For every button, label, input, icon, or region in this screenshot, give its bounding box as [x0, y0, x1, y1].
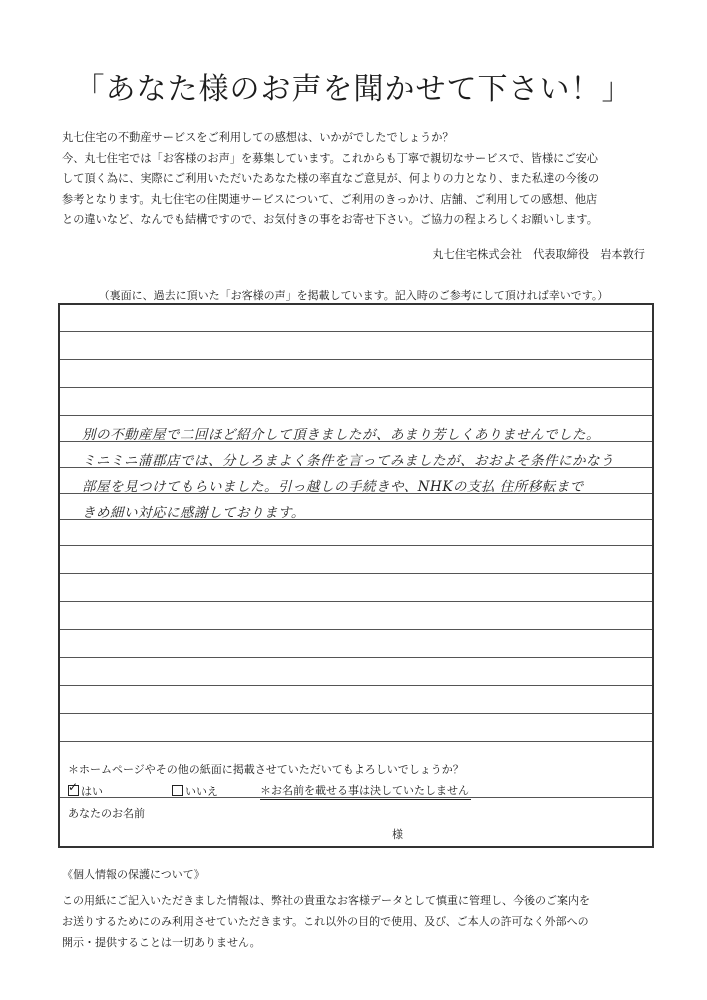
ruled-line [60, 601, 652, 602]
ruled-line [60, 685, 652, 686]
no-checkbox[interactable] [172, 785, 183, 796]
ruled-line [60, 545, 652, 546]
handwritten-line: 別の不動産屋で二回ほど紹介して頂きましたが、あまり芳しくありませんでした。 [82, 427, 600, 443]
comment-form [58, 303, 654, 848]
ruled-line [60, 713, 652, 714]
name-label: あなたのお名前 [68, 807, 145, 820]
consent-note: ＊お名前を載せる事は決していたしません [260, 782, 471, 800]
handwritten-line: 部屋を見つけてもらいました。引っ越しの手続きや、NHKの支払 住所移転まで [82, 479, 584, 495]
signature: 丸七住宅株式会社 代表取締役 岩本敦行 [432, 248, 645, 261]
privacy-title: 《個人情報の保護について》 [62, 868, 205, 881]
ruled-line [60, 657, 652, 658]
ruled-line [60, 415, 652, 416]
consent-question: ＊ホームページやその他の紙面に掲載させていただいてもよろしいでしょうか？ [68, 763, 464, 776]
no-label: いいえ [185, 785, 218, 798]
check-icon: ✓ [68, 780, 79, 794]
handwritten-line: ミニミニ蒲郡店では、分しろまよく条件を言ってみましたが、おおよそ条件にかなう [82, 453, 614, 469]
intro-line: 丸七住宅の不動産サービスをご利用しての感想は、いかがでしたでしょうか？ [62, 131, 454, 144]
ruled-line [60, 359, 652, 360]
consent-yes-option[interactable] [68, 780, 103, 799]
ruled-line [60, 331, 652, 332]
ruled-line [60, 387, 652, 388]
privacy-text [62, 890, 662, 953]
intro-line: して頂く為に、実際にご利用いただいたあなた様の率直なご意見が、何よりの力となり、また私達の今後の [62, 172, 600, 185]
handwritten-line: きめ細い対応に感謝しております。 [82, 505, 305, 521]
ruled-line [60, 573, 652, 574]
privacy-line: この用紙にご記入いただきました情報は、弊社の貴重なお客様データとして慎重に管理し、今後のご案内を [62, 894, 590, 907]
intro-line: との違いなど、なんでも結構ですので、お気付きの事をお寄せ下さい。ご協力の程よろしくお願いします。 [62, 213, 598, 226]
yes-checkbox[interactable] [68, 780, 79, 796]
consent-no-option[interactable] [172, 783, 218, 799]
honorific: 様 [392, 828, 403, 841]
intro-line: 参考となります。丸七住宅の住関連サービスについて、ご利用のきっかけ、店舗、ご利用しての感想、他店 [62, 192, 598, 206]
yes-label: はい [81, 785, 103, 798]
notice: （裏面に、過去に頂いた「お客様の声」を掲載しています。記入時のご参考にして頂ければ幸いです。） [98, 289, 609, 302]
privacy-line: お送りするためにのみ利用させていただきます。これ以外の目的で使用、及び、ご本人の許可なく外部への [62, 915, 589, 928]
page-title: 「あなた様のお声を聞かせて下さい！」 [74, 72, 633, 107]
intro-text [62, 128, 652, 231]
intro-line: 今、丸七住宅では「お客様のお声」を募集しています。これからも丁寧で親切なサービスで、皆様にご安心 [62, 151, 598, 165]
ruled-line [60, 629, 652, 630]
privacy-line: 開示・提供することは一切ありません。 [62, 936, 261, 949]
ruled-line [60, 741, 652, 742]
